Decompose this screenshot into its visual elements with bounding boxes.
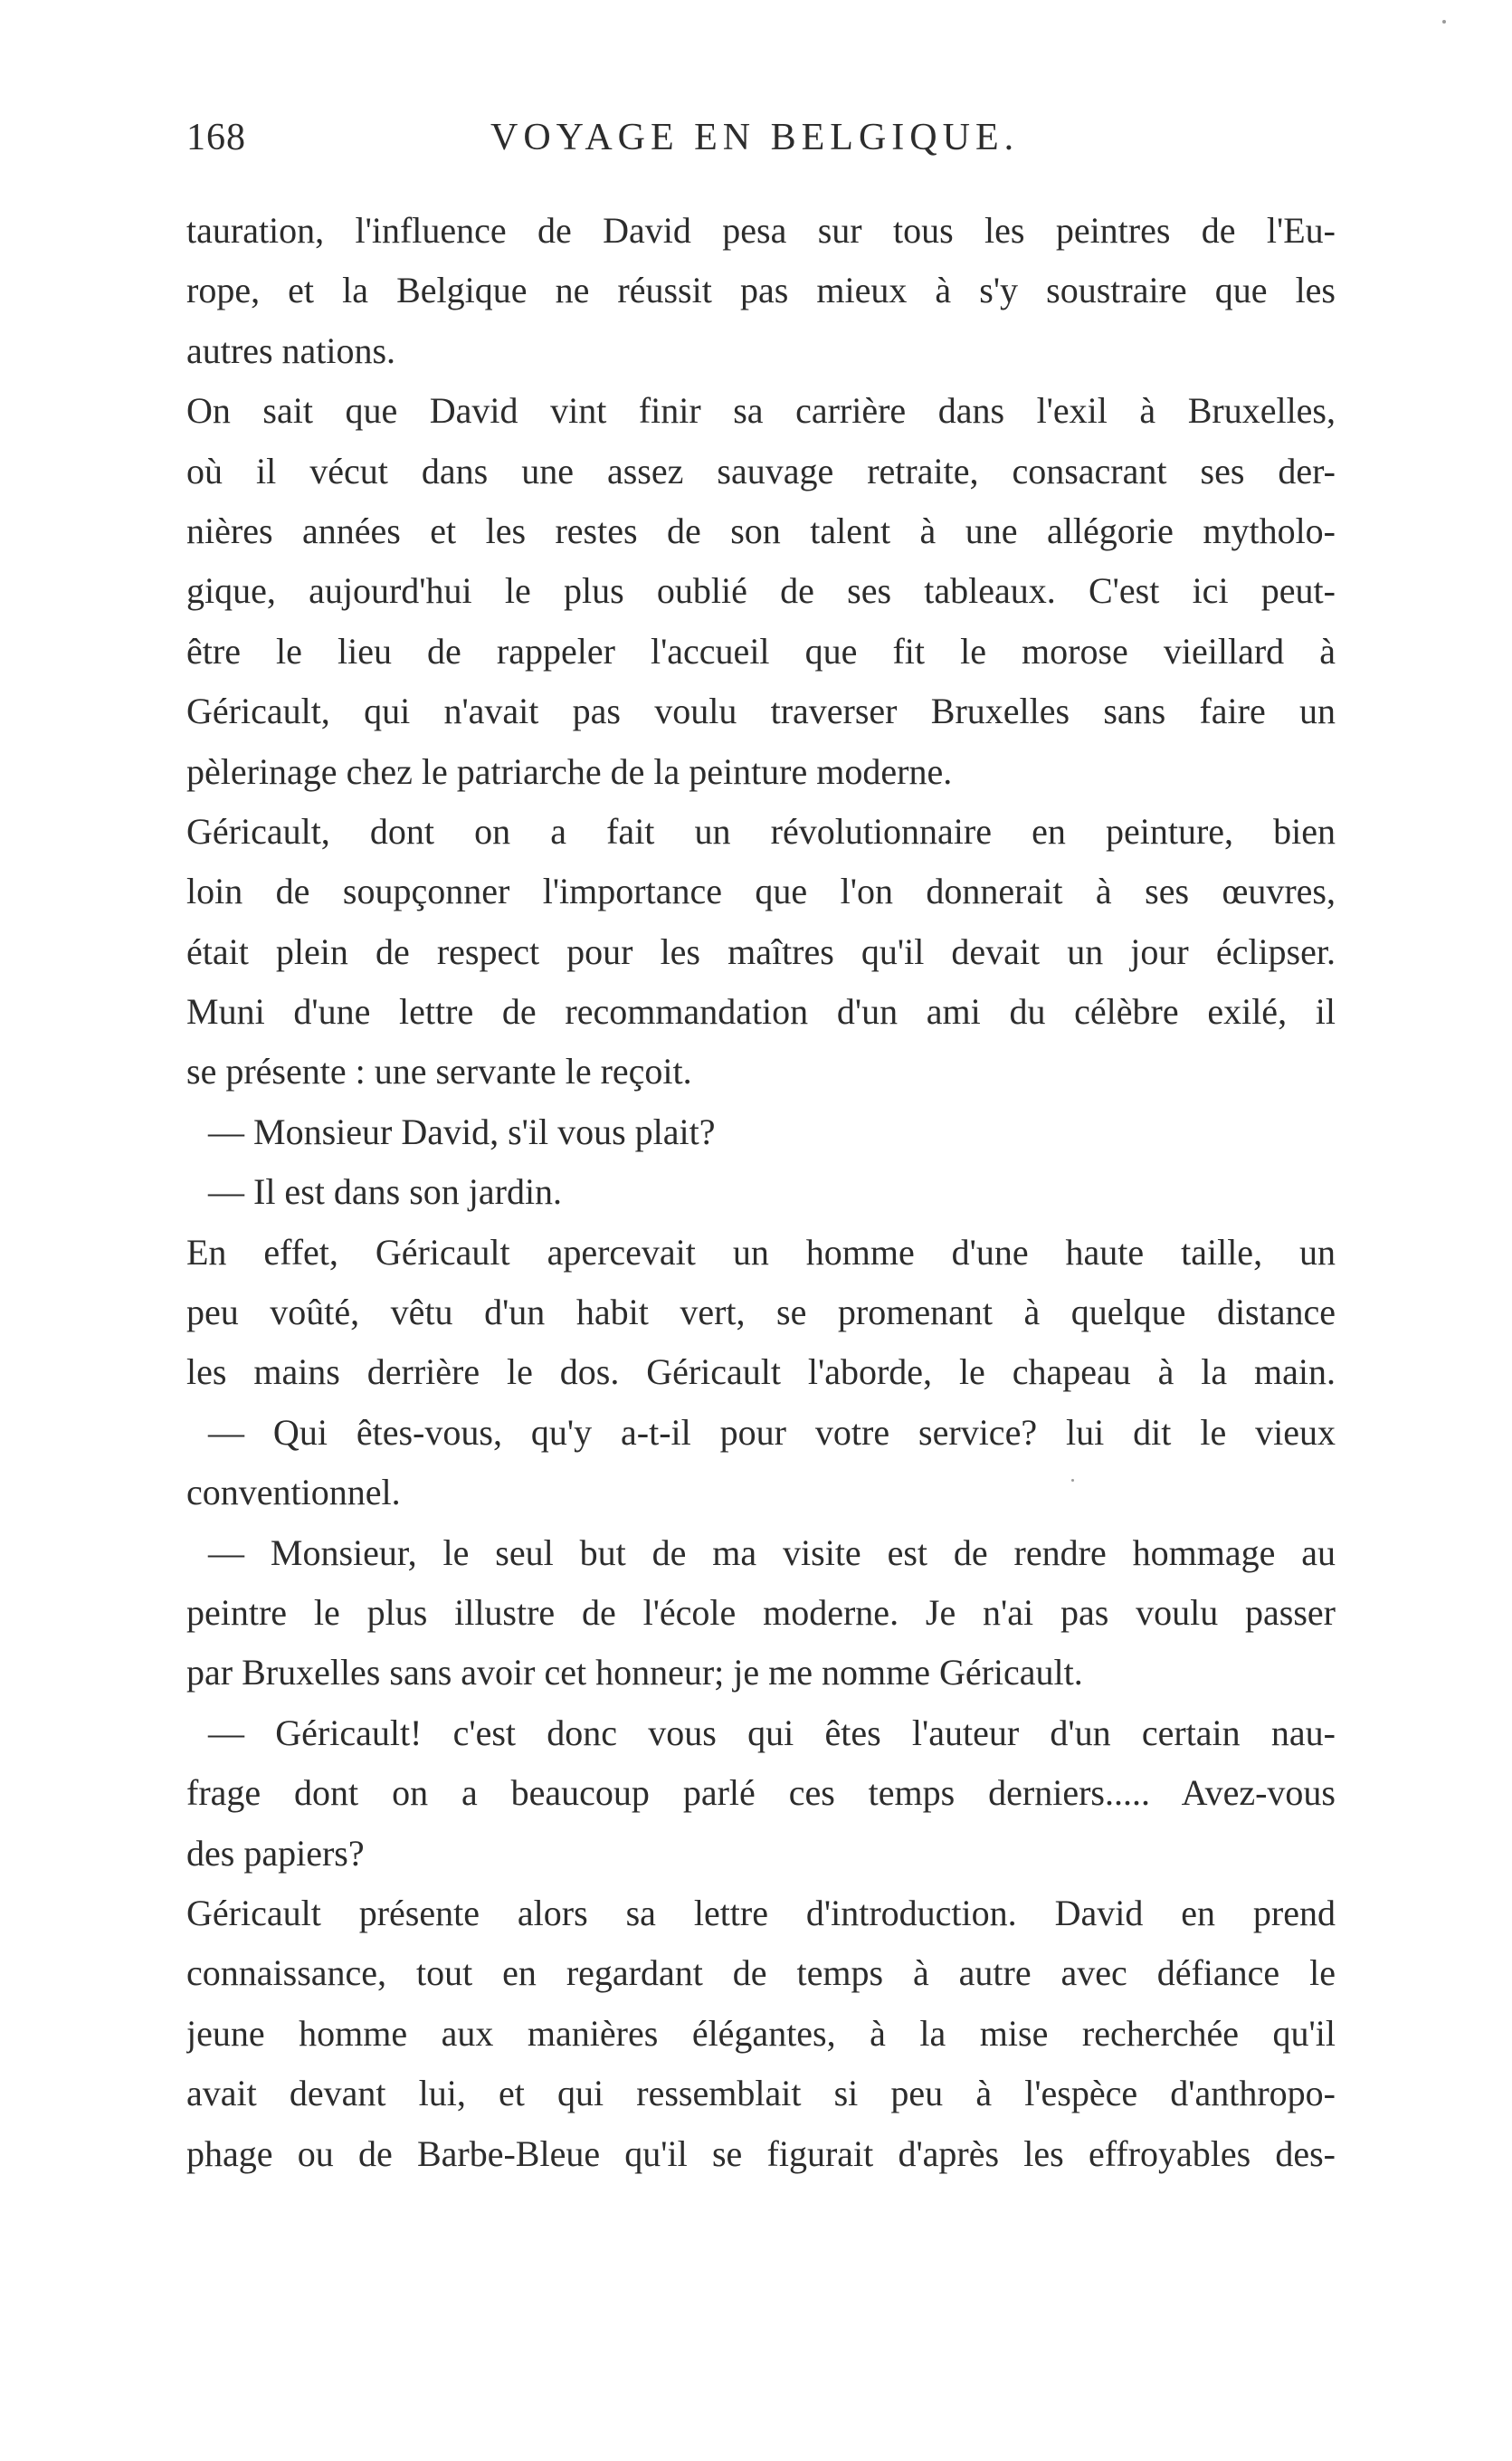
text-line: peintre le plus illustre de l'école moderne. Je n'ai pas voulu passer	[186, 1591, 1336, 1633]
text-line: Géricault présente alors sa lettre d'introduction. David en prend	[186, 1892, 1336, 1933]
text-line: se présente : une servante le reçoit.	[186, 1051, 692, 1092]
paper-speck	[1442, 20, 1446, 24]
text-line: où il vécut dans une assez sauvage retraite, consacrant ses der-	[186, 450, 1336, 491]
text-line: pèlerinage chez le patriarche de la peinture moderne.	[186, 750, 953, 792]
text-line: nières années et les restes de son talent à une allégorie mytholo-	[186, 510, 1336, 551]
text-line: Géricault, qui n'avait pas voulu traverser Bruxelles sans faire un	[186, 691, 1336, 732]
page-number: 168	[186, 117, 246, 158]
paper-speck	[1071, 1479, 1074, 1482]
text-line: Muni d'une lettre de recommandation d'un ami du célèbre exilé, il	[186, 991, 1336, 1033]
text-line: peu voûté, vêtu d'un habit vert, se promenant à quelque distance	[186, 1292, 1336, 1333]
text-line: des papiers?	[186, 1832, 365, 1874]
text-line: jeune homme aux manières élégantes, à la mise recherchée qu'il	[186, 2012, 1336, 2054]
text-line: loin de soupçonner l'importance que l'on donnerait à ses œuvres,	[186, 871, 1336, 912]
text-line: avait devant lui, et qui ressemblait si peu à l'espèce d'anthropo-	[186, 2073, 1336, 2114]
text-line: gique, aujourd'hui le plus oublié de ses tableaux. C'est ici peut-	[186, 570, 1336, 612]
text-line: — Monsieur David, s'il vous plait?	[208, 1111, 716, 1152]
text-line: rope, et la Belgique ne réussit pas mieux à s'y soustraire que les	[186, 270, 1336, 311]
text-line: par Bruxelles sans avoir cet honneur; je me nomme Géricault.	[186, 1652, 1083, 1693]
text-line: — Monsieur, le seul but de ma visite est de rendre hommage au	[208, 1531, 1336, 1573]
text-line: frage dont on a beaucoup parlé ces temps derniers..... Avez-vous	[186, 1772, 1336, 1814]
body-text	[186, 201, 1336, 2184]
text-line: En effet, Géricault apercevait un homme d'une haute taille, un	[186, 1231, 1336, 1273]
text-line: On sait que David vint finir sa carrière dans l'exil à Bruxelles,	[186, 390, 1336, 432]
text-line: conventionnel.	[186, 1472, 401, 1513]
text-line: — Géricault! c'est donc vous qui êtes l'auteur d'un certain nau-	[208, 1712, 1336, 1753]
text-line: — Il est dans son jardin.	[208, 1171, 563, 1213]
text-line: autres nations.	[186, 329, 396, 371]
text-line: les mains derrière le dos. Géricault l'aborde, le chapeau à la main.	[186, 1351, 1336, 1393]
text-line: était plein de respect pour les maîtres qu'il devait un jour éclipser.	[186, 930, 1336, 972]
running-title: VOYAGE EN BELGIQUE.	[490, 117, 1020, 158]
text-line: être le lieu de rappeler l'accueil que fit le morose vieillard à	[186, 630, 1336, 672]
text-line: tauration, l'influence de David pesa sur tous les peintres de l'Eu-	[186, 210, 1336, 251]
text-line: — Qui êtes-vous, qu'y a-t-il pour votre service? lui dit le vieux	[208, 1411, 1336, 1453]
text-line: connaissance, tout en regardant de temps à autre avec défiance le	[186, 1952, 1336, 1994]
text-line: Géricault, dont on a fait un révolutionnaire en peinture, bien	[186, 810, 1336, 852]
page-header	[186, 116, 1336, 170]
text-line: phage ou de Barbe-Bleue qu'il se figurait d'après les effroyables des-	[186, 2132, 1336, 2174]
